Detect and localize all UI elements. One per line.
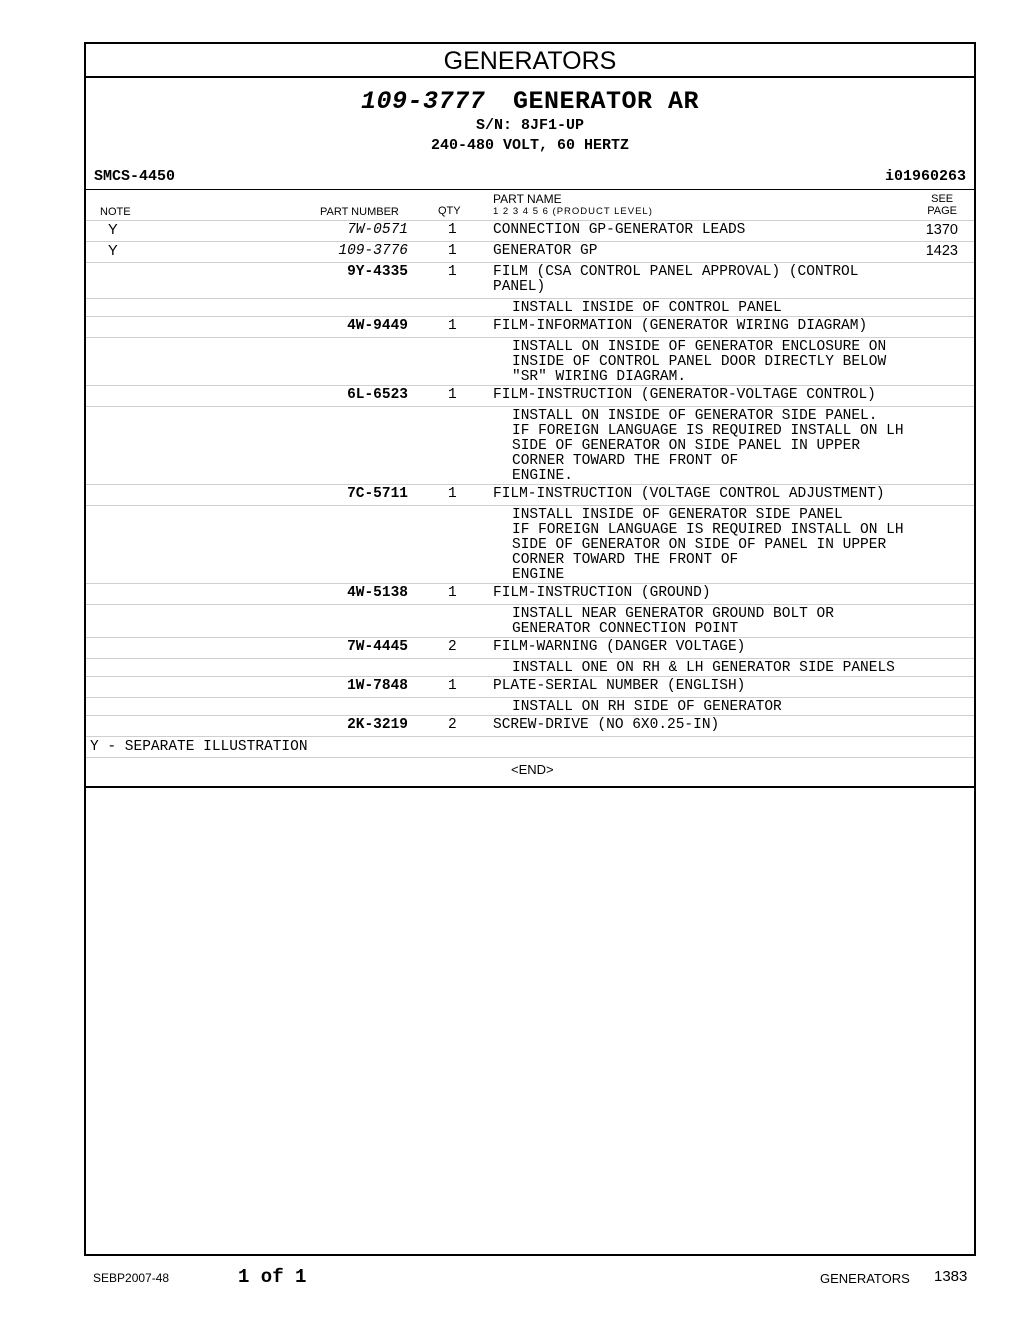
page-footer <box>0 1266 1020 1296</box>
row-instruction: INSTALL INSIDE OF GENERATOR SIDE PANEL IF FOREIGN LANGUAGE IS REQUIRED INSTALL ON LH SIDE OF GENERATOR ON SIDE OF PANEL IN UPPER CORNER TOWARD THE FRONT OF ENGINE <box>512 507 904 583</box>
table-row <box>86 262 974 298</box>
row-part-number: 7C-5711 <box>347 486 408 502</box>
row-qty: 1 <box>448 243 457 259</box>
table-row <box>86 241 974 262</box>
instruction-row <box>86 337 974 385</box>
row-qty: 2 <box>448 639 457 655</box>
footer-page-number: 1383 <box>934 1268 968 1285</box>
parts-table <box>86 220 974 796</box>
row-instruction: INSTALL NEAR GENERATOR GROUND BOLT OR GENERATOR CONNECTION POINT <box>512 606 834 637</box>
row-instruction: INSTALL ONE ON RH & LH GENERATOR SIDE PANELS <box>512 660 895 676</box>
illustration-id: i01960263 <box>884 168 966 185</box>
row-qty: 1 <box>448 318 457 334</box>
column-qty: QTY <box>438 205 461 217</box>
section-title: GENERATORS <box>86 44 974 78</box>
row-qty: 1 <box>448 387 457 403</box>
table-row <box>86 715 974 736</box>
row-part-number: 4W-9449 <box>347 318 408 334</box>
table-row <box>86 676 974 697</box>
table-row <box>86 484 974 505</box>
footer-page-of: 1 of 1 <box>238 1266 307 1288</box>
instruction-row <box>86 658 974 676</box>
group-part-number: 109-3777 <box>360 87 485 116</box>
row-qty: 1 <box>448 486 457 502</box>
row-part-number: 2K-3219 <box>347 717 408 733</box>
end-row <box>86 757 974 796</box>
instruction-row <box>86 298 974 316</box>
group-title <box>86 88 974 116</box>
row-note: Y <box>108 243 118 259</box>
footer-section: GENERATORS <box>820 1271 910 1286</box>
row-part-name: PLATE-SERIAL NUMBER (ENGLISH) <box>493 678 746 694</box>
row-part-number: 109-3776 <box>338 243 408 259</box>
row-part-number: 9Y-4335 <box>347 264 408 280</box>
row-note: Y <box>108 222 118 238</box>
row-see-page: 1423 <box>925 243 958 259</box>
row-instruction: INSTALL ON INSIDE OF GENERATOR SIDE PANEL. IF FOREIGN LANGUAGE IS REQUIRED INSTALL ON LH SIDE OF GENERATOR ON SIDE PANEL IN UPPER CORNER TOWARD THE FRONT OF ENGINE. <box>512 408 904 484</box>
row-part-name: FILM-INSTRUCTION (GENERATOR-VOLTAGE CONTROL) <box>493 387 876 403</box>
end-marker: <END> <box>511 762 554 777</box>
smcs-code: SMCS-4450 <box>94 168 176 185</box>
column-product-level: 1 2 3 4 5 6 (PRODUCT LEVEL) <box>493 206 653 217</box>
instruction-row <box>86 406 974 484</box>
column-note: NOTE <box>100 206 131 218</box>
row-part-number: 7W-4445 <box>347 639 408 655</box>
row-qty: 1 <box>448 264 457 280</box>
serial-number: S/N: 8JF1-UP <box>475 117 585 134</box>
row-part-name: FILM (CSA CONTROL PANEL APPROVAL) (CONTROL PANEL) <box>493 264 859 295</box>
table-row <box>86 220 974 241</box>
table-row <box>86 583 974 604</box>
row-instruction: INSTALL INSIDE OF CONTROL PANEL <box>512 300 782 316</box>
row-part-number: 6L-6523 <box>347 387 408 403</box>
row-part-number: 4W-5138 <box>347 585 408 601</box>
instruction-row <box>86 697 974 715</box>
column-headers <box>86 189 974 220</box>
row-instruction: INSTALL ON RH SIDE OF GENERATOR <box>512 699 782 715</box>
content-end-rule <box>86 786 974 788</box>
table-row <box>86 637 974 658</box>
row-part-number: 1W-7848 <box>347 678 408 694</box>
row-part-name: FILM-INFORMATION (GENERATOR WIRING DIAGRAM) <box>493 318 868 334</box>
column-part-name: PART NAME <box>493 192 562 206</box>
row-part-name: FILM-WARNING (DANGER VOLTAGE) <box>493 639 746 655</box>
row-part-name: FILM-INSTRUCTION (VOLTAGE CONTROL ADJUSTMENT) <box>493 486 885 502</box>
row-part-name: CONNECTION GP-GENERATOR LEADS <box>493 222 746 238</box>
row-see-page: 1370 <box>925 222 958 238</box>
parts-page-frame <box>84 42 976 1256</box>
row-qty: 2 <box>448 717 457 733</box>
footnote-text: Y - SEPARATE ILLUSTRATION <box>90 739 308 755</box>
row-instruction: INSTALL ON INSIDE OF GENERATOR ENCLOSURE ON INSIDE OF CONTROL PANEL DOOR DIRECTLY BELOW "SR" WIRING DIAGRAM. <box>512 339 887 385</box>
table-row <box>86 385 974 406</box>
row-part-number: 7W-0571 <box>347 222 408 238</box>
footer-doc-id: SEBP2007-48 <box>93 1271 170 1285</box>
spec-line: 240-480 VOLT, 60 HERTZ <box>430 137 630 154</box>
footnote-row <box>86 736 974 757</box>
row-part-name: SCREW-DRIVE (NO 6X0.25-IN) <box>493 717 720 733</box>
column-part-number: PART NUMBER <box>320 206 399 218</box>
group-header <box>86 88 974 156</box>
row-part-name: GENERATOR GP <box>493 243 598 259</box>
row-qty: 1 <box>448 585 457 601</box>
row-part-name: FILM-INSTRUCTION (GROUND) <box>493 585 711 601</box>
group-name: GENERATOR AR <box>513 87 700 116</box>
instruction-row <box>86 604 974 637</box>
table-row <box>86 316 974 337</box>
column-see-page: SEE PAGE <box>927 193 957 217</box>
row-qty: 1 <box>448 678 457 694</box>
instruction-row <box>86 505 974 583</box>
row-qty: 1 <box>448 222 457 238</box>
